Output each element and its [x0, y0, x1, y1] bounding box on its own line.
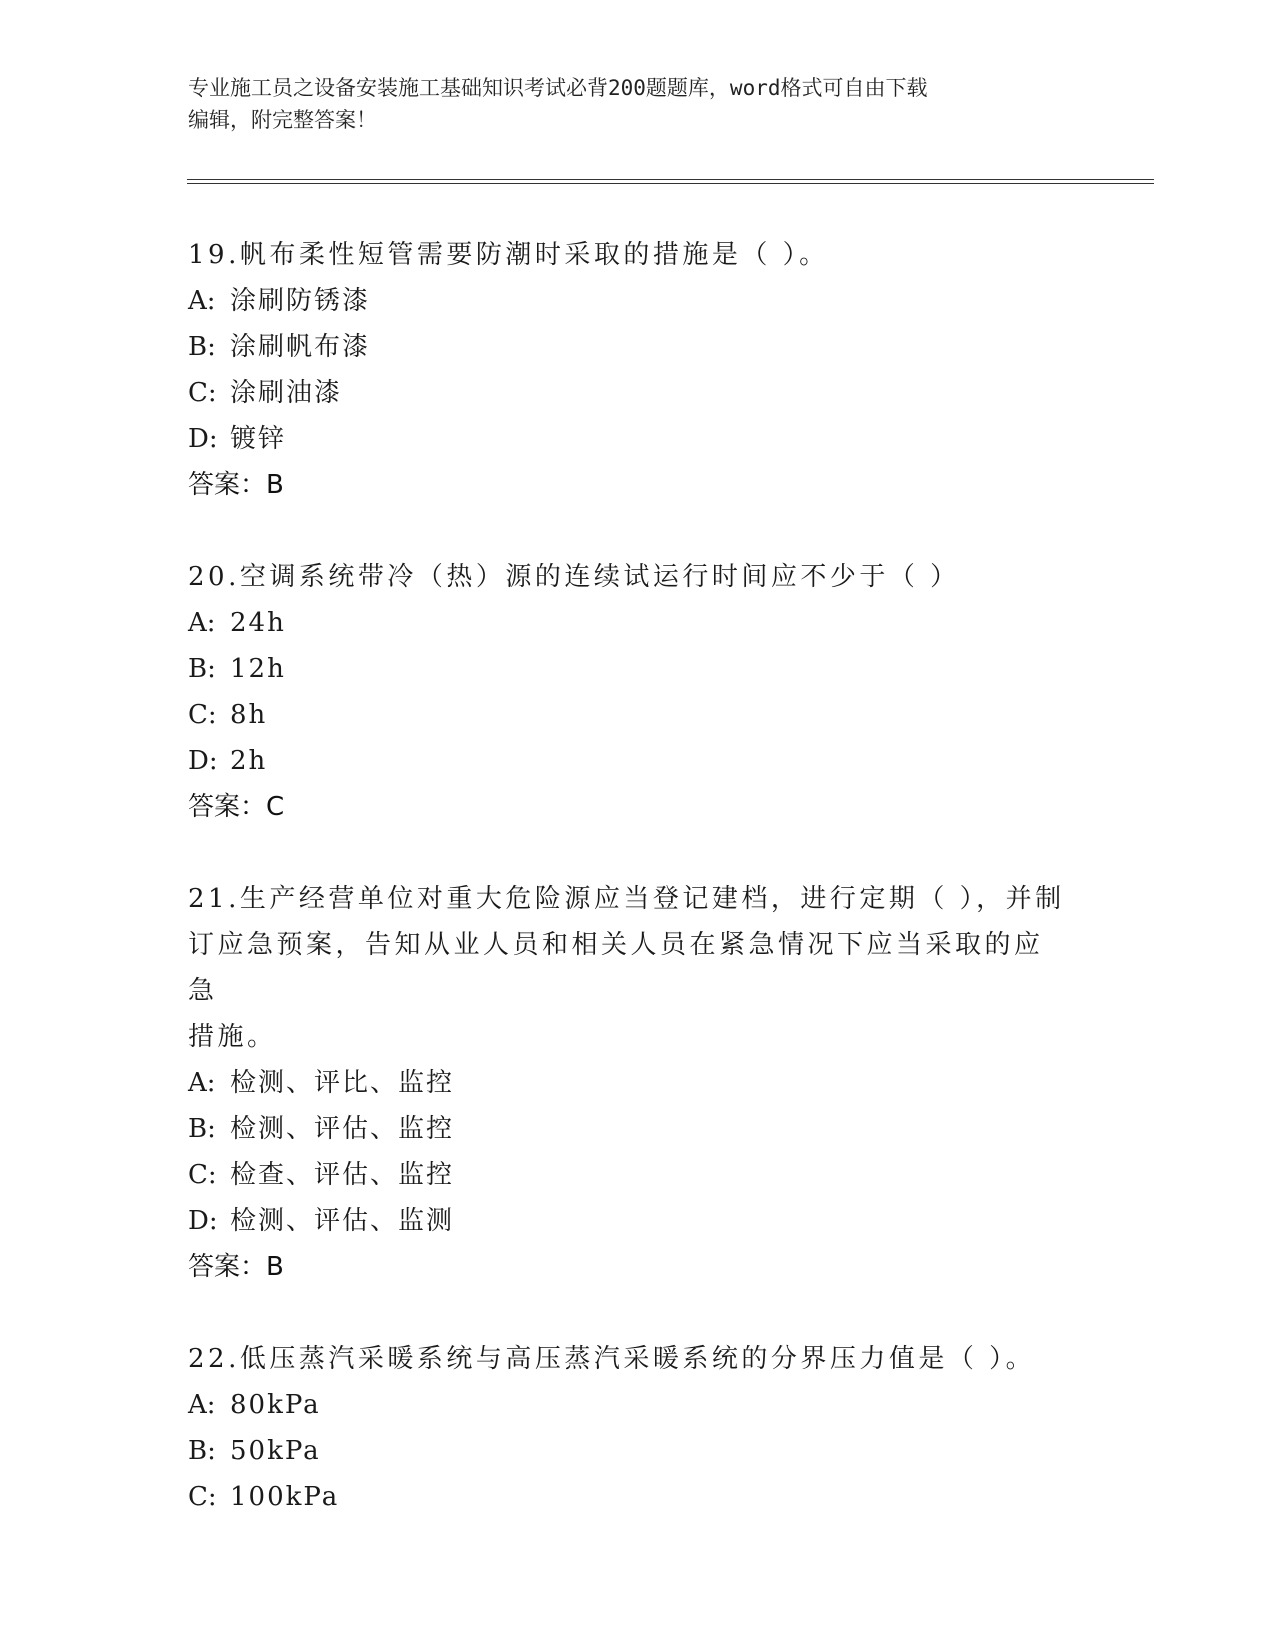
- option-text: 2h: [230, 746, 268, 776]
- option-a: [188, 1382, 1068, 1428]
- question-text-line-2: 订应急预案，告知从业人员和相关人员在紧急情况下应当采取的应急: [188, 930, 1044, 1006]
- option-d: [188, 416, 1068, 462]
- option-a: [188, 1060, 1068, 1106]
- option-key: C:: [188, 378, 217, 408]
- question-19: [188, 232, 1068, 508]
- option-text: 涂刷帆布漆: [230, 332, 371, 362]
- option-text: 涂刷油漆: [230, 378, 343, 408]
- question-20: [188, 554, 1068, 830]
- header-divider-bottom: [187, 183, 1154, 184]
- option-key: B:: [188, 332, 216, 362]
- option-d: [188, 1198, 1068, 1244]
- document-header: [188, 72, 1088, 136]
- option-text: 检查、评估、监控: [230, 1160, 455, 1190]
- question-text-line-3: 措施。: [188, 1022, 277, 1052]
- question-list: [188, 232, 1068, 1566]
- option-text: 50kPa: [230, 1436, 321, 1466]
- answer: 答案：C: [188, 792, 285, 822]
- option-a: [188, 600, 1068, 646]
- option-c: [188, 692, 1068, 738]
- option-key: A:: [188, 286, 216, 316]
- header-divider-top: [187, 179, 1154, 180]
- option-c: [188, 1152, 1068, 1198]
- question-text: 20.空调系统带冷（热）源的连续试运行时间应不少于（ ）: [188, 562, 960, 592]
- option-b: [188, 1106, 1068, 1152]
- option-key: D:: [188, 1206, 218, 1236]
- option-text: 100kPa: [230, 1482, 340, 1512]
- option-key: A:: [188, 1390, 216, 1420]
- option-text: 检测、评比、监控: [230, 1068, 455, 1098]
- option-c: [188, 370, 1068, 416]
- option-key: D:: [188, 424, 218, 454]
- option-a: [188, 278, 1068, 324]
- header-line-1: 专业施工员之设备安装施工基础知识考试必背200题题库，word格式可自由下载: [188, 76, 928, 100]
- question-text: 22.低压蒸汽采暖系统与高压蒸汽采暖系统的分界压力值是（ ）。: [188, 1344, 1036, 1374]
- option-text: 检测、评估、监控: [230, 1114, 455, 1144]
- option-text: 涂刷防锈漆: [230, 286, 371, 316]
- option-key: A:: [188, 608, 216, 638]
- option-key: C:: [188, 700, 217, 730]
- option-key: C:: [188, 1482, 217, 1512]
- option-key: A:: [188, 1068, 216, 1098]
- question-21: [188, 876, 1068, 1290]
- question-22: [188, 1336, 1068, 1520]
- option-text: 12h: [230, 654, 286, 684]
- option-key: C:: [188, 1160, 217, 1190]
- option-text: 镀锌: [230, 424, 287, 454]
- option-d: [188, 738, 1068, 784]
- answer: 答案：B: [188, 470, 284, 500]
- option-b: [188, 1428, 1068, 1474]
- answer: 答案：B: [188, 1252, 284, 1282]
- question-text: 19.帆布柔性短管需要防潮时采取的措施是（ ）。: [188, 240, 829, 270]
- question-text-line-1: 21.生产经营单位对重大危险源应当登记建档，进行定期（ ），并制: [188, 884, 1065, 914]
- option-b: [188, 324, 1068, 370]
- option-key: B:: [188, 1114, 216, 1144]
- header-line-2: 编辑，附完整答案！: [188, 108, 377, 132]
- option-key: B:: [188, 654, 216, 684]
- option-c: [188, 1474, 1068, 1520]
- option-b: [188, 646, 1068, 692]
- option-text: 80kPa: [230, 1390, 321, 1420]
- option-text: 24h: [230, 608, 286, 638]
- option-key: D:: [188, 746, 218, 776]
- option-text: 8h: [230, 700, 268, 730]
- option-text: 检测、评估、监测: [230, 1206, 455, 1236]
- option-key: B:: [188, 1436, 216, 1466]
